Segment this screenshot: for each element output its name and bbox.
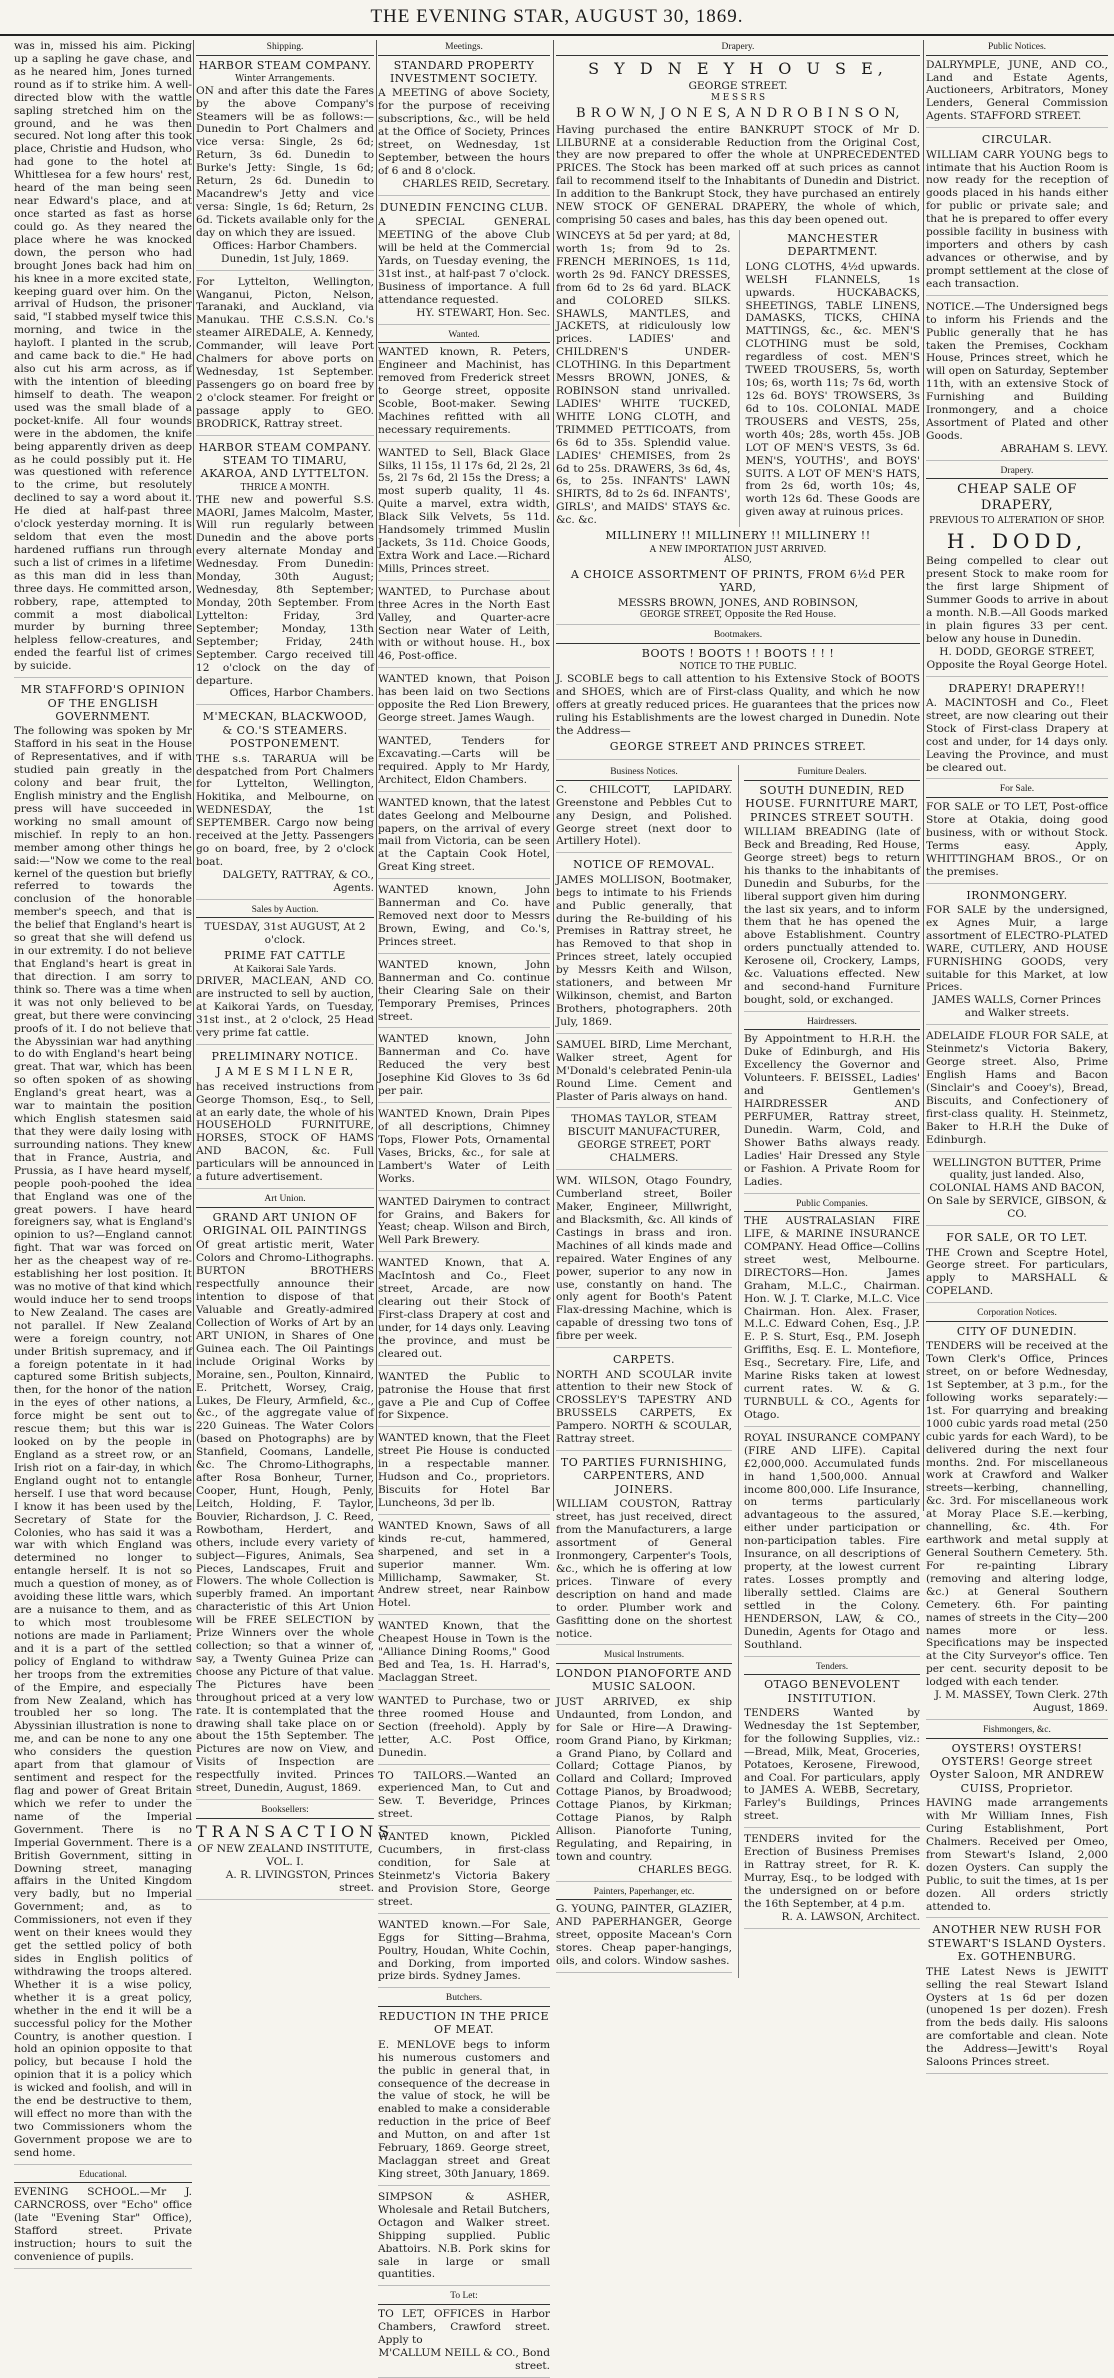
ad-text: WANTED Known, Drain Pipes of all descriptions, Chimney Tops, Flower Pots, Ornamental Vases, Bricks, &c., for sale at Lambert's Water of Leith Works. <box>378 1108 550 1185</box>
ad-signature: M'CALLUM NEILL & CO., Bond street. <box>378 2346 550 2372</box>
ad-title: MILLINERY !! MILLINERY !! MILLINERY !! <box>605 529 871 543</box>
wanted-ad <box>378 1919 550 1989</box>
ad-text: WANTED, Tenders for Excavating.—Carts will be required. Apply to Mr Hardy, Architect, Eldon Chambers. <box>378 735 550 786</box>
ad-subtitle: ALSO, <box>724 555 752 566</box>
wanted-ad <box>378 884 550 954</box>
ad-signature: HY. STEWART, Hon. Sec. <box>416 306 550 319</box>
section-public-companies: Public Companies. <box>744 1199 920 1213</box>
ad-title: S Y D N E Y H O U S E, <box>588 58 888 78</box>
ad-signature: R. A. LAWSON, Architect. <box>781 1910 920 1923</box>
section-public-notices: Public Notices. <box>926 42 1108 56</box>
ad-text: ADELAIDE FLOUR FOR SALE, at Steinmetz's Victoria Bakery, George street. Also, Prime English Hams and Bacon (Sinclair's and Cooey's), Bread, Biscuits, and Confectionery of first-class quality. H. Steinmetz, Baker to H.R.H the Duke of Edinburgh. <box>926 1030 1108 1146</box>
story-text: was in, missed his aim. Picking up a sapling he gave chase, and as he neared him, Jones turned round as if to strike him. A well-directed blow with the wattle sapling stretched him on the ground, and he was then secured. Not long after this took place, Christie and Hudson, who had gone to the hotel at Whittlesea for a few hours' rest, heard of the man being seen near Edward's place, and at once started as fast as horse could go. As they neared the place where he was knocked down, the person who had brought Jones back had him on his knee in a more excited state, keeping guard over him. On the arrival of Hudson, the prisoner said, "I stabbed myself twice this morning, and twice in the hayloft. I planted in the scrub, and came back to die." He had also cut his arm across, as if with the intention of bleeding himself to death. The weapon used was the small blade of a pocket-knife. All four wounds were in the abdomen, the knife being apparently driven as deep as he could possibly put it. He was questioned with reference to the crime, but resolutely declined to say a word about it. He died at half-past three o'clock yesterday morning. It is seldom that even the most hardened ruffians run through such a list of crimes in a lifetime as this man did in less than three days. He committed arson, robbery, rape, attempted to commit a most diabolical murder by burning three helpless fellow-creatures, and ended the fearful list of crimes by suicide. <box>14 40 192 673</box>
news-story <box>14 40 192 678</box>
ad-signature: GEORGE STREET AND PRINCES STREET. <box>609 739 867 753</box>
ad-macintosh <box>926 682 1108 780</box>
ad-text: WANTED known, John Bannerman and Co. have Reduced the very best Josephine Kid Gloves to 3s 6d per pair. <box>378 1033 550 1098</box>
ad-new-rush <box>926 1923 1108 2074</box>
ad-text: WANTED to Purchase, two or three roomed House and Section (freehold). Apply by letter, A.C. Post Office, Dunedin. <box>378 1694 550 1759</box>
firm-name: H. DODD, <box>946 528 1088 553</box>
ad-title: PRIME FAT CATTLE <box>224 949 346 963</box>
ad-text: WANTED known.—For Sale, Eggs for Sitting—Brahma, Poultry, Houdan, White Cochin, and Dorking, from imported prize birds. Sydney James. <box>378 1918 550 1983</box>
ad-text: OF NEW ZEALAND INSTITUTE, VOL. I. <box>197 1843 373 1869</box>
ad-text: SAMUEL BIRD, Lime Merchant, Walker street, Agent for M'Donald's celebrated Penin-ula Round Lime. Cement and Plaster of Paris always on hand. <box>556 1038 732 1103</box>
ad-text: WELLINGTON BUTTER, Prime quality, just landed. Also, COLONIAL HAMS AND BACON, On Sale by SERVICE, GIBSON, & CO. <box>927 1156 1107 1221</box>
ad-boots <box>556 647 920 760</box>
ad-text: NORTH AND SCOULAR invite attention to their new Stock of CROSSLEY'S TAPESTRY AND BRUSSELS CARPETS, Ex Pampero. NORTH & SCOULAR, Rattray street. <box>556 1368 732 1446</box>
ad-signature: JAMES WALLS, Corner Princes and Walker streets. <box>933 994 1101 1020</box>
wanted-ad <box>378 447 550 581</box>
ad-wellington <box>926 1157 1108 1227</box>
ad-signature: CHARLES REID, Secretary. <box>402 177 550 190</box>
ad-text: JUST ARRIVED, ex ship Undaunted, from London, and for Sale or Hire—A Drawing-room Grand Piano, by Kirkman; a Grand Piano, by Collard and Collard; Cottage Pianos, by Collard and Collard; Improved Cottage Pianos, by Broadwood; Cottage Pianos, by Kirkman; Cottage Pianos, by Ralph Allison. Pianoforte Tuning, Regulating, and Repairing, in town and country. <box>556 1695 732 1863</box>
ad-text: WILLIAM BREADING (late of Beck and Breading, Red House, George street) begs to return his thanks to the inhabitants of Dunedin and Suburbs, for the liberal support given him during the last six years, and to inform them that he has opened the above Establishment. Country orders punctually attended to. Kerosene oil, Crockery, Lamps, &c. Valuations effected. New and second-hand Furniture bought, sold, or exchanged. <box>744 825 920 1006</box>
ad-title: CIRCULAR. <box>981 133 1053 147</box>
ad-subtitle: M E S S R S <box>710 93 766 104</box>
wanted-ad <box>378 959 550 1029</box>
ad-text: ROYAL INSURANCE COMPANY (FIRE AND LIFE). Capital £2,000,000. Accumulated funds in hand 1,500,000. Annual income 800,000. Life Insurance, on terms particularly advantageous to the assured, either under participation or non-participation tables. Fire Insurance, on all descriptions of property, at the lowest current rates. Losses promptly and liberally settled. Claims are settled in the Colony. HENDERSON, LAW, & CO., Dunedin, Agents for Otago and Southland. <box>744 1431 920 1651</box>
ad-text: FOR SALE or TO LET, Post-office Store at Otakia, doing good business, with or without Stock. Terms easy. Apply, WHITTINGHAM BROS., Or on the premises. <box>926 801 1108 878</box>
ad-text: EVENING SCHOOL.—Mr J. CARNCROSS, over "Echo" office (late "Evening Star" Office), Stafford street. Private instruction; hours to suit the convenience of pupils. <box>14 2186 192 2263</box>
section-musical: Musical Instruments. <box>556 1650 732 1664</box>
ad-benevolent <box>744 1678 920 1828</box>
ad-subtitle: PREVIOUS TO ALTERATION OF SHOP. <box>929 516 1105 527</box>
ad-oysters <box>926 1742 1108 1919</box>
ad-text: WANTED known, that the latest dates Geelong and Melbourne papers, on the arrival of every mail from Victoria, can be seen at the Captain Cook Hotel, Great King street. <box>378 796 550 874</box>
ad-signature: J. M. MASSEY, Town Clerk. 27th August, 1869. <box>934 1689 1108 1715</box>
ad-chilcott <box>556 784 732 854</box>
subcol-right <box>738 765 920 1978</box>
ad-dodd <box>926 482 1108 676</box>
ad-musical <box>556 1667 732 1882</box>
ad-text: WANTED to Sell, Black Glace Silks, 1l 15s, 1l 17s 6d, 2l 2s, 2l 5s, 2l 7s 6d, 2l 15s the Dress; a most superb quality, 1l 4s. Quite a marvel, extra width, Black Silk Velvets, 5s 11d. Handsomely trimmed Muslin Jackets, 3s 11d. Choice Goods, Extra Work and Lace.—Richard Mills, Princes street. <box>378 446 550 575</box>
section-tenders: Tenders. <box>744 1662 920 1676</box>
ad-text: C. CHILCOTT, LAPIDARY. Greenstone and Pebbles Cut to any Design, and Polished. George street (next door to Artillery Hotel). <box>556 783 732 848</box>
section-educational: Educational. <box>14 2170 192 2184</box>
ad-title: CHEAP SALE OF DRAPERY, <box>957 482 1077 514</box>
column-1 <box>14 40 192 2263</box>
ad-text: WANTED Known, that A. MacIntosh and Co., Fleet street, Arcade, are now clearing out their Stock of First-class Drapery at cost and under, for 14 days only. Leaving the province, and must be cleared out. <box>378 1257 550 1360</box>
column-rule <box>923 40 924 1511</box>
section-booksellers: Booksellers: <box>196 1805 374 1819</box>
ad-tenders-lawson <box>744 1833 920 1928</box>
section-auction: Sales by Auction. <box>196 905 374 919</box>
ad-text: For Lyttelton, Wellington, Wanganui, Picton, Nelson, Taranaki, and Auckland, via Manukau. THE C.S.S.N. Co.'s steamer AIREDALE, A. Kennedy, Commander, will leave Port Chalmers for above ports on Wednesday, 1st September. Passengers go on board free by 2 o'clock steamer. For freight or passage apply to GEO. BRODRICK, Rattray street. <box>196 275 374 430</box>
ad-removal <box>556 858 732 1033</box>
ad-airedale <box>196 276 374 436</box>
article-body <box>14 725 192 2164</box>
section-drapery-2: Drapery. <box>926 466 1108 480</box>
ad-carpets <box>556 1353 732 1451</box>
ad-title: TRANSACTIONS <box>196 1821 395 1841</box>
ad-text: A SPECIAL GENERAL MEETING of the above Club will be held at the Commercial Yards, on Tuesday evening, the 31st inst., at half-past 7 o'clock. Business of importance. A full attendance requested. <box>378 216 550 306</box>
article-text: The following was spoken by Mr Stafford in his seat in the House of Representatives, and if with studied pain greatly in the colony and bear fruit, the English ministry and the English press will have succeeded in working no small amount of mischief. In reply to an hon. member among other things he said:—"Now we come to the real kernel of the question but briefly referred to towards the conclusion of the honorable member's speech, and that is the belief that England's heart is so great that she will defend us in our extremity. I do not believe that England's heart is great in that direction. I am sorry to think so. There was a time when it was not only believed to be great, but there were convincing proofs of it. I do not believe that the Abyssinian war had anything to do with England's heart being great. That war, which has been so often spoken of as showing England's great heart, was a war to maintain the position which English statesmen said that they were daily losing with surrounding nations. They knew that in France, Austria, and Prussia, as I have heard myself, people pooh-poohed the idea that England was one of the great powers. I have heard foreigners say, what is England's opinion to us?—England cannot fight. That war was forced on her as the cheapest way of re-establishing her lost position. It was no motive of that kind which would induce her to send troops to New Zealand. The cases are not parallel. If New Zealand were a foreign country, not under British supremacy, and if a foreign potentate in it had captured some British subjects, then, for the honor of the nation in the eyes of other nations, a force might be sent out to rescue them; but this war is looked on by the people in England as a street row, or an Irish riot on a fair-day, in which England ought not to entangle herself. I use that word because I know it has been used by the Secretary of State for the Colonies, who has said it was a war with which England was determined no longer to entangle herself. It is not so much a question of money, as of avoiding these little wars, which are a nuisance to them, and as to which most troublesome notions are made in Parliament; and it is a part of the settled policy of England to withdraw her troops from the extremities of the Empire, and especially from New Zealand, which has troubled her so long. The Abyssinian illustration is none to me, and can be none to any one who considers the question apart from that glamour of sentiment and respect for the flag and power of Great Britain which we refer to under the name of the Imperial Government. There is no Imperial Government. There is a British Government, sitting in Downing street, managing affairs in the United Kingdom very badly, but no Imperial Government; and, as to Commissioners, not even if they went on their knees would they get the settled policy of both sides in English politics of withdrawing the troops altered. Whether it is a wise policy, whether it is a great policy, whether in the end it will be a successful policy for the Mother Country, is another question. I hold an opinion opposite to that policy, but because I hold the opinion that it is a policy which is wicked and foolish, and will in the end be destructive to them, will effect no more than with the two Commissioners whom the Government propose we are to send home. <box>14 725 192 2159</box>
price-list-right <box>739 230 921 527</box>
ad-couston <box>556 1456 732 1645</box>
section-hairdressers: Hairdressers. <box>744 1017 920 1031</box>
ad-signature: Offices: Harbor Chambers. Dunedin, 1st July, 1869. <box>212 239 358 265</box>
ad-text: THE Crown and Sceptre Hotel, George street. For particulars, apply to MARSHALL & COPELAND. <box>926 1246 1108 1298</box>
ad-text: NOTICE.—The Undersigned begs to inform his Friends and the Public generally that he has taken the Premises, Cockham House, Princes street, which he will open on Saturday, September 11th, with an extensive Stock of Furnishing and Building Ironmongery, and a choice Assortment of Plated and other Goods. <box>926 300 1108 442</box>
ad-to-let <box>378 2308 550 2378</box>
wanted-ad <box>378 1257 550 1365</box>
ad-text: A MEETING of above Society, for the purpose of receiving subscriptions, &c., will be held at the Office of Society, Princes street, on Wednesday, 1st September, between the hours of 6 and 8 o'clock. <box>378 87 550 177</box>
ad-subtitle: Winter Arrangements. <box>235 73 335 84</box>
ad-crown-sceptre <box>926 1231 1108 1303</box>
ad-simpson <box>378 2191 550 2286</box>
ad-title: J A M E S M I L N E R, <box>216 1065 354 1079</box>
wanted-ad <box>378 1371 550 1428</box>
ad-title: M'MECKAN, BLACKWOOD, & CO.'S STEAMERS. POSTPONEMENT. <box>202 710 368 751</box>
ad-text: SIMPSON & ASHER, Wholesale and Retail Butchers, Octagon and Walker street. Shipping supplied. Public Abattoirs. N.B. Pork skins for sale in large or small quantities. <box>378 2190 550 2281</box>
ad-art-union <box>196 1211 374 1800</box>
ad-signature: ABRAHAM S. LEVY. <box>1000 442 1108 455</box>
ad-text: WANTED known, John Bannerman and Co. continue their Clearing Sale on their Temporary Premises, Princes street. <box>378 958 550 1023</box>
ad-title: DRAPERY! DRAPERY!! <box>948 681 1086 695</box>
wanted-ad <box>378 1695 550 1765</box>
ad-title: GRAND ART UNION OF ORIGINAL OIL PAINTINGS <box>202 1210 368 1238</box>
ad-subtitle: A NEW IMPORTATION JUST ARRIVED. <box>649 544 827 555</box>
column-5 <box>926 40 1108 2069</box>
ad-text: WANTED known, that the Fleet street Pie House is conducted in a respectable manner. Hudson and Co., proprietors. Biscuits for Hotel Bar Luncheons, 3d per lb. <box>378 1432 550 1509</box>
section-to-let: To Let: <box>378 2291 550 2305</box>
section-fishmongers: Fishmongers, &c. <box>926 1725 1108 1739</box>
column-rule <box>376 40 377 1511</box>
ad-text: FOR SALE by the undersigned, ex Agnes Muir, a large assortment of ELECTRO-PLATED WARE, CUTLERY, AND HOUSE FURNISHING GOODS, very suitable for this Market, at low Prices. <box>926 903 1108 994</box>
ad-australasian <box>744 1215 920 1427</box>
ad-subtitle: NOTICE TO THE PUBLIC. <box>679 662 797 673</box>
ad-text: THE Latest News is JEWITT selling the real Stewart Island Oysters at 1s 6d per dozen (unopened 1s per dozen). Fresh from the beds daily. His saloons are comfortable and clean. Note the Address—Jewitt's Royal Saloons Princes street. <box>926 1965 1108 2069</box>
ad-text: TENDERS invited for the Erection of Business Premises in Rattray street, for R. K. Murray, Esq., to be lodged with the undersigned on or before the 16th September, at 4 p.m. <box>744 1833 920 1910</box>
section-corporation: Corporation Notices. <box>926 1308 1108 1322</box>
ad-signature: A. R. LIVINGSTON, Princes street. <box>225 1869 374 1894</box>
section-art-union: Art Union. <box>196 1194 374 1208</box>
ad-text: WANTED the Public to patronise the House that first gave a Pie and Cup of Coffee for Sixpence. <box>378 1370 550 1422</box>
ad-title: CITY OF DUNEDIN. <box>956 1324 1078 1338</box>
section-business: Business Notices. <box>556 767 732 781</box>
masthead <box>0 0 1114 36</box>
ad-fencing <box>378 201 550 325</box>
wanted-ad <box>378 1770 550 1827</box>
ad-text: THE s.s. TARARUA will be despatched from Port Chalmers for Lyttelton, Wellington, Hokitika, and Melbourne, on WEDNESDAY, the 1st SEPTEMBER. Cargo now being received at the Jetty. Passengers go on board, free, by 2 o'clock boat. <box>196 752 374 868</box>
ad-bird <box>556 1039 732 1109</box>
ad-post-office <box>926 801 1108 884</box>
ad-milner <box>196 1050 374 1189</box>
ad-text: By Appointment to H.R.H. the Duke of Edinburgh, and His Excellency the Governor and Volunteers. F. BEISSEL, Ladies' and Gentlemen's HAIRDRESSER AND PERFUMER, Rattray street, Dunedin. Warm, Cold, and Shower Baths always ready. Ladies' Hair Dressed any Style or Fashion. A Private Room for Ladies. <box>744 1033 920 1188</box>
section-shipping: Shipping. <box>196 42 374 56</box>
ad-title: OTAGO BENEVOLENT INSTITUTION. <box>764 1678 900 1705</box>
section-meetings: Meetings. <box>378 42 550 56</box>
ad-text: TO LET, OFFICES in Harbor Chambers, Crawford street. Apply to <box>378 2307 550 2346</box>
ad-text: TENDERS Wanted by Wednesday the 1st September, for the following Supplies, viz.:—Bread, Milk, Meat, Groceries, Potatoes, Kerosene, Firewood, and Coal. For particulars, apply to JAMES A. WEBB, Secretary, Farley's Buildings, Princes street. <box>744 1706 920 1823</box>
ad-dalrymple <box>926 59 1108 129</box>
wanted-ad <box>378 797 550 880</box>
ad-text: Of great artistic merit, Water Colors and Chromo-Lithographs. BURTON BROTHERS respectfully announce their intention to dispose of that Valuable and Greatly-admired Collection of Works of Art by an ART UNION, in Shares of One Guinea each. The Oil Paintings include Original Works by Moraine, sen., Poulton, Kinnaird, E. Pritchett, Worsey, Craig, Lukes, De Fleury, Armfield, &c., &c., of the aggregate value of 220 Guineas. The Water Colors (based on Photographs) are by Stanfield, Coomans, Landelle, &c. The Chromo-Lithographs, after Rosa Bonheur, Turner, Cooper, Hunt, Hough, Penly, Leitch, Holding, F. Taylor, Bouvier, Richardson, J. C. Reed, Rowbotham, Herdert, and others, include every variety of subject—Figures, Animals, Sea Pieces, Landscapes, Fruit and Flowers. The whole Collection is superbly framed. An important characteristic of this Art Union will be FREE SELECTION by Prize Winners over the whole collection; so that a winner of, say, a Twenty Guinea Prize can choose any Picture of that value. The Pictures have been throughout priced at a very low rate. It is contemplated that the drawing shall take place on or about the 15th September. The Pictures are now on View, and Visits of Inspection are respectfully invited. Princes street, Dunedin, August, 1869. <box>196 1239 374 1795</box>
ad-text: HAVING made arrangements with Mr William Innes, Fish Curing Establishment, Port Chalmers. Received per Omeo, from Stewart's Island, 2,000 dozen Oysters. Can supply the Public, to suit the times, at 1s per dozen. All orders strictly attended to. <box>926 1797 1108 1913</box>
ad-text: WILLIAM CARR YOUNG begs to intimate that his Auction Room is now ready for the reception of goods placed in his hands either for public or private sale; and that he is prepared to offer every possible facility in business with importers and others by cash advances or otherwise, and by prompt settlement at the close of each transaction. <box>926 148 1108 290</box>
section-drapery: Drapery. <box>556 42 920 56</box>
ad-text: WANTED known, that Poison has been laid on two Sections opposite the Red Lion Brewery, George street. James Waugh. <box>378 673 550 725</box>
section-butchers: Butchers. <box>378 1993 550 2007</box>
ad-harbor-steam <box>196 59 374 271</box>
column-3 <box>378 40 550 2372</box>
section-bootmakers: Bootmakers. <box>556 630 920 644</box>
ad-text: WANTED Known, Saws of all kinds re-cut, hammered, sharpened, and set in a superior manner. Wm. Millichamp, Sawmaker, St. Andrew street, near Rainbow Hotel. <box>378 1519 550 1610</box>
ad-title: OYSTERS! OYSTERS! OYSTERS! George street Oyster Saloon, MR ANDREW CUISS, Proprietor. <box>929 1741 1105 1795</box>
ad-text: TO TAILORS.—Wanted an experienced Man, to Cut and Sew. T. Beveridge, Princes street. <box>378 1769 550 1821</box>
ad-title: NOTICE OF REMOVAL. <box>573 858 715 872</box>
ad-title: LONDON PIANOFORTE AND MUSIC SALOON. <box>556 1667 732 1694</box>
ad-date: TUESDAY, 31st AUGUST, At 2 o'clock. <box>204 921 366 947</box>
ad-text: THE new and powerful S.S. MAORI, James Malcolm, Master, Will run regularly between Dunedin and the above ports every alternate Monday and Wednesday. From Dunedin: Monday, 30th August; Wednesday, 8th September; Monday, 20th September. From Lyttelton: Friday, 3rd September; Monday, 13th September; Friday, 24th September. Cargo received till 12 o'clock on the day of departure. <box>196 493 374 687</box>
ad-title: HARBOR STEAM COMPANY. STEAM TO TIMARU, AKAROA, AND LYTTELTON. <box>198 440 372 481</box>
firm-name: B R O W N, J O N E S, A N D R O B I N S O N, <box>576 105 900 121</box>
ad-text: WILLIAM COUSTON, Rattray street, has just received, direct from the Manufacturers, a large assortment of General Ironmongery, Carpenter's Tools, &c., which he is offering at low prices. Tinware of every description on hand and made to order. Plumber work and Gasfitting done on the shortest notice. <box>556 1498 732 1640</box>
subcol-left <box>556 765 732 1978</box>
ad-text: Being compelled to clear out present Stock to make room for the first large Shipment of Summer Goods to arrive in about a month. N.B.—All Goods marked in plain figures 33 per cent. below any house in Dunedin. <box>926 555 1108 645</box>
ad-title: A CHOICE ASSORTMENT OF PRINTS, FROM 6½d PER YARD, <box>570 568 906 595</box>
ad-furniture <box>744 784 920 1012</box>
ad-taylor <box>556 1113 732 1170</box>
wanted-ad <box>378 1620 550 1690</box>
ad-text: THE AUSTRALASIAN FIRE LIFE, & MARINE INSURANCE COMPANY. Head Office—Collins street west, Melbourne. DIRECTORS—Hon. James Graham, M.L.C., Chairman. Hon. W. J. T. Clarke, M.L.C. Vice Chairman. Hon. Alex. Fraser, M.L.C. Edward Cohen, Esq., J.P. E. P. S. Sturt, Esq., P.M. Joseph Griffiths, Esq. E. L. Montefiore, Esq., Secretary. Fire, Life, and Marine Risks taken at lowest current rates. W. & G. TURNBULL & CO., Agents for Otago. <box>744 1215 920 1421</box>
ad-title: SOUTH DUNEDIN, RED HOUSE. FURNITURE MART, PRINCES STREET SOUTH. <box>745 783 919 824</box>
ad-title: HARBOR STEAM COMPANY. <box>198 58 372 72</box>
ad-auction <box>196 921 374 1045</box>
wanted-ad <box>378 1520 550 1615</box>
ad-signature: CHARLES BEGG. <box>638 1863 732 1876</box>
ad-text: A. MACINTOSH and Co., Fleet street, are now clearing out their Stock of First-class Drapery at cost and under, for 14 days only. Leaving the Province, and must be cleared out. <box>926 696 1108 774</box>
two-column-block <box>556 765 920 1978</box>
ad-text: JAMES MOLLISON, Bootmaker, begs to intimate to his Friends and Public generally, that during the Re-building of his Premises in Rattray street, he has Removed to that shop in Princes street, lately occupied by Messrs Keith and Wilson, stationers, and between Mr Wilkinson, chemist, and Barton Brothers, photographers. 20th July, 1869. <box>556 873 732 1028</box>
ad-text: WINCEYS at 5d per yard; at 8d, worth 1s; from 9d to 2s. FRENCH MERINOES, 1s 11d, worth 2s 9d. FANCY DRESSES, from 6d to 2s 6d yard. BLACK and COLORED SILKS. SHAWLS, MANTLES, and JACKETS, at ridiculously low prices. LADIES' and CHILDREN'S UNDER-CLOTHING. In this Department Messrs BROWN, JONES, & ROBINSON stand unrivalled. LADIES' WHITE TUCKED, WHITE LONG CLOTH, and TRIMMED PETTICOATS, from 6s 6d to 35s. Splendid value. LADIES' CHEMISES, from 2s 6d to 25s. DRAWERS, 3s 6d, 4s, 6s, to 25s. INFANTS' LAWN SHIRTS, 8d to 2s 6d. INFANTS', GIRLS', and MAIDS' STAYS &c. &c. &c. <box>556 229 731 527</box>
section-wanted: Wanted. <box>378 330 550 344</box>
ad-signature: H. DODD, GEORGE STREET, Opposite the Royal George Hotel. <box>926 645 1108 671</box>
ad-wilson <box>556 1175 732 1348</box>
wanted-ad <box>378 1432 550 1515</box>
section-furniture: Furniture Dealers. <box>744 767 920 781</box>
ad-title: BOOTS ! BOOTS ! ! BOOTS ! ! ! <box>641 647 835 661</box>
column-rule <box>193 40 194 1511</box>
ad-menlove <box>378 2010 550 2186</box>
ad-city-dunedin <box>926 1325 1108 1720</box>
ad-subtitle: PRELIMINARY NOTICE. <box>211 1049 359 1063</box>
ad-text: has received instructions from George Thomson, Esq., to Sell, at an early date, the whole of his HOUSEHOLD FURNITURE, HORSES, STOCK OF HAMS AND BACON, &c. Full particulars will be announced in a future advertisement. <box>196 1080 374 1184</box>
ad-text: WM. WILSON, Otago Foundry, Cumberland street, Boiler Maker, Engineer, Millwright, and Blacksmith, &c. All kinds of Castings in brass and iron. Machines of all kinds made and repaired. Water Engines of any power, superior to any now in use, constantly on hand. The only agent for Booth's Patent Flax-dressing Machine, which is capable of dressing two tons of fibre per week. <box>556 1175 732 1343</box>
ad-text: WANTED known, Pickled Cucumbers, in first-class condition, for Sale at Steinmetz's Victoria Bakery and Provision Store, George street. <box>378 1831 550 1908</box>
ad-evening-school <box>14 2186 192 2269</box>
wanted-ad <box>378 346 550 441</box>
ad-text: ON and after this date the Fares by the above Company's Steamers will be as follows:— Dunedin to Port Chalmers and vice versa: Single, 2s 6d; Return, 3s 6d. Dunedin to Burke's Jetty: Single, 1s 6d; Return, 2s 6d. Dunedin to Macandrew's Jetty and vice versa: Single, 1s 6d; Return, 2s 6d. Tickets available only for the day on which they are issued. <box>196 84 374 239</box>
ad-title: STANDARD PROPERTY INVESTMENT SOCIETY. <box>389 58 539 85</box>
section-for-sale: For Sale. <box>926 784 1108 798</box>
ad-adelaide <box>926 1030 1108 1151</box>
ad-text: J. SCOBLE begs to call attention to his Extensive Stock of BOOTS and SHOES, which are of First-class Quality, and which he now offers at greatly reduced prices. He guarantees that the prices now ruling his Establishments are the lowest charged in Dunedin. Note the Address— <box>556 673 920 737</box>
ad-text: WANTED Known, that the Cheapest House in Town is the "Alliance Dining Rooms," Good Bed and Tea, 1s. H. Harrad's, Maclaggan Street. <box>378 1620 550 1685</box>
ad-text: WANTED Dairymen to contract for Grains, and Bakers for Yeast; cheap. Wilson and Birch, Well Park Brewery. <box>378 1195 550 1247</box>
wanted-ad <box>378 586 550 669</box>
ad-text: DRIVER, MACLEAN, AND CO. are instructed to sell by auction, at Kaikorai Yards, on Tuesday, 31st inst., at 2 o'clock, 25 Head very prime fat cattle. <box>196 975 374 1039</box>
ad-tararua <box>196 710 374 899</box>
ad-text: TENDERS will be received at the Town Clerk's Office, Princes street, on or before Wednesday, 1st September, at 3 p.m., for the following works separately:— 1st. For quarrying and breaking 1000 cubic yards road metal (250 cubic yards for each Ward), to be delivered during the next four months. 2nd. For miscellaneous work at Crawford and Walker streets—kerbing, channelling, &c. 3rd. For miscellaneous work at Moray Place S.E.—kerbing, channelling, &c. 4th. For earthwork and metal supply at General Southern Cemetery. 5th. For re-painting Library (removing and altering lodge, &c.) at General Southern Cemetery. 6th. For painting names of streets in the City—200 names more or less. Specifications may be inspected at the City Surveyor's office. Ten per cent. security deposit to be lodged with each tender. <box>926 1340 1108 1689</box>
column-4 <box>556 40 920 1967</box>
ad-title: IRONMONGERY. <box>966 888 1068 902</box>
ad-subtitle: THRICE A MONTH. <box>240 482 330 493</box>
column-2 <box>196 40 395 1894</box>
ad-title: REDUCTION IN THE PRICE OF MEAT. <box>378 2009 550 2037</box>
ad-text: DALRYMPLE, JUNE, AND CO., Land and Estate Agents, Auctioneers, Arbitrators, Money Lenders, General Commission Agents. STAFFORD STREET. <box>926 58 1108 123</box>
firm-name: MESSRS BROWN, JONES, AND ROBINSON, <box>617 596 859 609</box>
ad-levy <box>926 301 1108 461</box>
ad-royal <box>744 1432 920 1657</box>
ad-signature: DALGETY, RATTRAY, & CO., Agents. <box>222 868 374 894</box>
ad-painters <box>556 1903 732 1973</box>
ad-ironmongery <box>926 889 1108 1026</box>
ad-title: TO PARTIES FURNISHING, CARPENTERS, AND JOINERS. <box>560 1456 728 1496</box>
wanted-list <box>378 346 550 1988</box>
price-lists <box>556 230 920 527</box>
wanted-ad <box>378 735 550 792</box>
wanted-ad <box>378 1831 550 1914</box>
price-list-left <box>556 230 731 527</box>
wanted-ad <box>378 1196 550 1253</box>
ad-signature: GEORGE STREET, Opposite the Red House. <box>639 609 837 620</box>
ad-title: CARPETS. <box>612 1353 676 1367</box>
ad-circular <box>926 133 1108 296</box>
ad-text: G. YOUNG, PAINTER, GLAZIER, AND PAPERHANGER, George street, opposite Macean's Corn stores. Cheap paper-hangings, oils, and colors. Window sashes. <box>556 1903 732 1967</box>
ad-signature: Offices, Harbor Chambers. <box>229 687 374 700</box>
ad-title: DUNEDIN FENCING CLUB. <box>379 200 549 214</box>
ad-subtitle: At Kaikorai Sale Yards. <box>233 964 337 975</box>
ad-title: ANOTHER NEW RUSH FOR STEWART'S ISLAND Oysters. Ex. GOTHENBURG. <box>927 1923 1107 1964</box>
ad-text: LONG CLOTHS, 4½d upwards. WELSH FLANNELS, 1s upwards. HUCKABACKS, SHEETINGS, TABLE LINENS, DAMASKS, TICKS, CHINA MATTINGS, &c., &c. MEN'S CLOTHING must be sold, regardless of cost. MEN'S TWEED TROUSERS, 5s, worth 10s; 6s, worth 11s; 7s 6d, worth 12s 6d. BOYS' TROWSERS, 3s 6d to 10s. COLONIAL MADE TROUSERS and VESTS, 25s, worth 40s; 28s, worth 45s. JOB LOT OF MEN'S VESTS, 3s 6d. MEN'S, YOUTHS', and BOYS' SUITS. A LOT OF MEN'S HATS, from 2s 6d, worth 10s; 4s, worth 12s 6d. These Goods are given away at ruinous prices. <box>745 260 920 519</box>
ad-books <box>196 1821 395 1900</box>
ad-spis <box>378 59 550 196</box>
ad-maori <box>196 441 374 706</box>
wanted-ad <box>378 1033 550 1103</box>
section-painters: Painters, Paperhanger, etc. <box>556 1887 732 1901</box>
ad-title: FOR SALE, OR TO LET. <box>946 1231 1088 1245</box>
ad-beissel <box>744 1033 920 1193</box>
ad-subtitle: GEORGE STREET. <box>688 80 788 93</box>
ad-text: WANTED, to Purchase about three Acres in the North East Valley, and Quarter-acre Section near Water of Leith, with or without house. H., box 46, Post-office. <box>378 585 550 663</box>
wanted-ad <box>378 1108 550 1191</box>
ad-text: Having purchased the entire BANKRUPT STOCK of Mr D. LILBURNE at a considerable Reduction from the Original Cost, they are now prepared to offer the whole at UNPRECEDENTED PRICES. The Stock has been marked off at such prices as cannot fail to recommend itself to the Inhabitants of Dunedin and District. In addition to the Bankrupt Stock, they have purchased an entirely NEW STOCK OF GENERAL DRAPERY, the whole of which, comprising 50 cases and bales, has this day been opened out. <box>556 123 920 227</box>
ad-text: WANTED known, John Bannerman and Co. have Removed next door to Messrs Brown, Ewing, and Co.'s, Princes street. <box>378 884 550 948</box>
article-heading: MR STAFFORD'S OPINION OF THE ENGLISH GOVERNMENT. <box>20 683 186 723</box>
masthead-title: THE EVENING STAR, AUGUST 30, 1869. <box>370 6 744 27</box>
wanted-ad <box>378 673 550 730</box>
ad-sydney-house <box>556 59 920 626</box>
ad-title: MANCHESTER DEPARTMENT. <box>787 231 879 259</box>
column-rule <box>553 40 554 1511</box>
ad-text: E. MENLOVE begs to inform his numerous customers and the public in general that, in consequence of the decrease in the value of stock, he will be enabled to make a considerable reduction in the price of Beef and Mutton, on and after 1st February, 1869. George street, Maclaggan street and Great King street, 30th January, 1869. <box>378 2038 550 2180</box>
ad-text: WANTED known, R. Peters, Engineer and Machinist, has removed from Frederick street to George street, opposite Scoble, Boot-maker. Sewing Machines refitted with all necessary requirements. <box>378 346 550 436</box>
ad-text: THOMAS TAYLOR, STEAM BISCUIT MANUFACTURER, GEORGE STREET, PORT CHALMERS. <box>567 1113 721 1165</box>
